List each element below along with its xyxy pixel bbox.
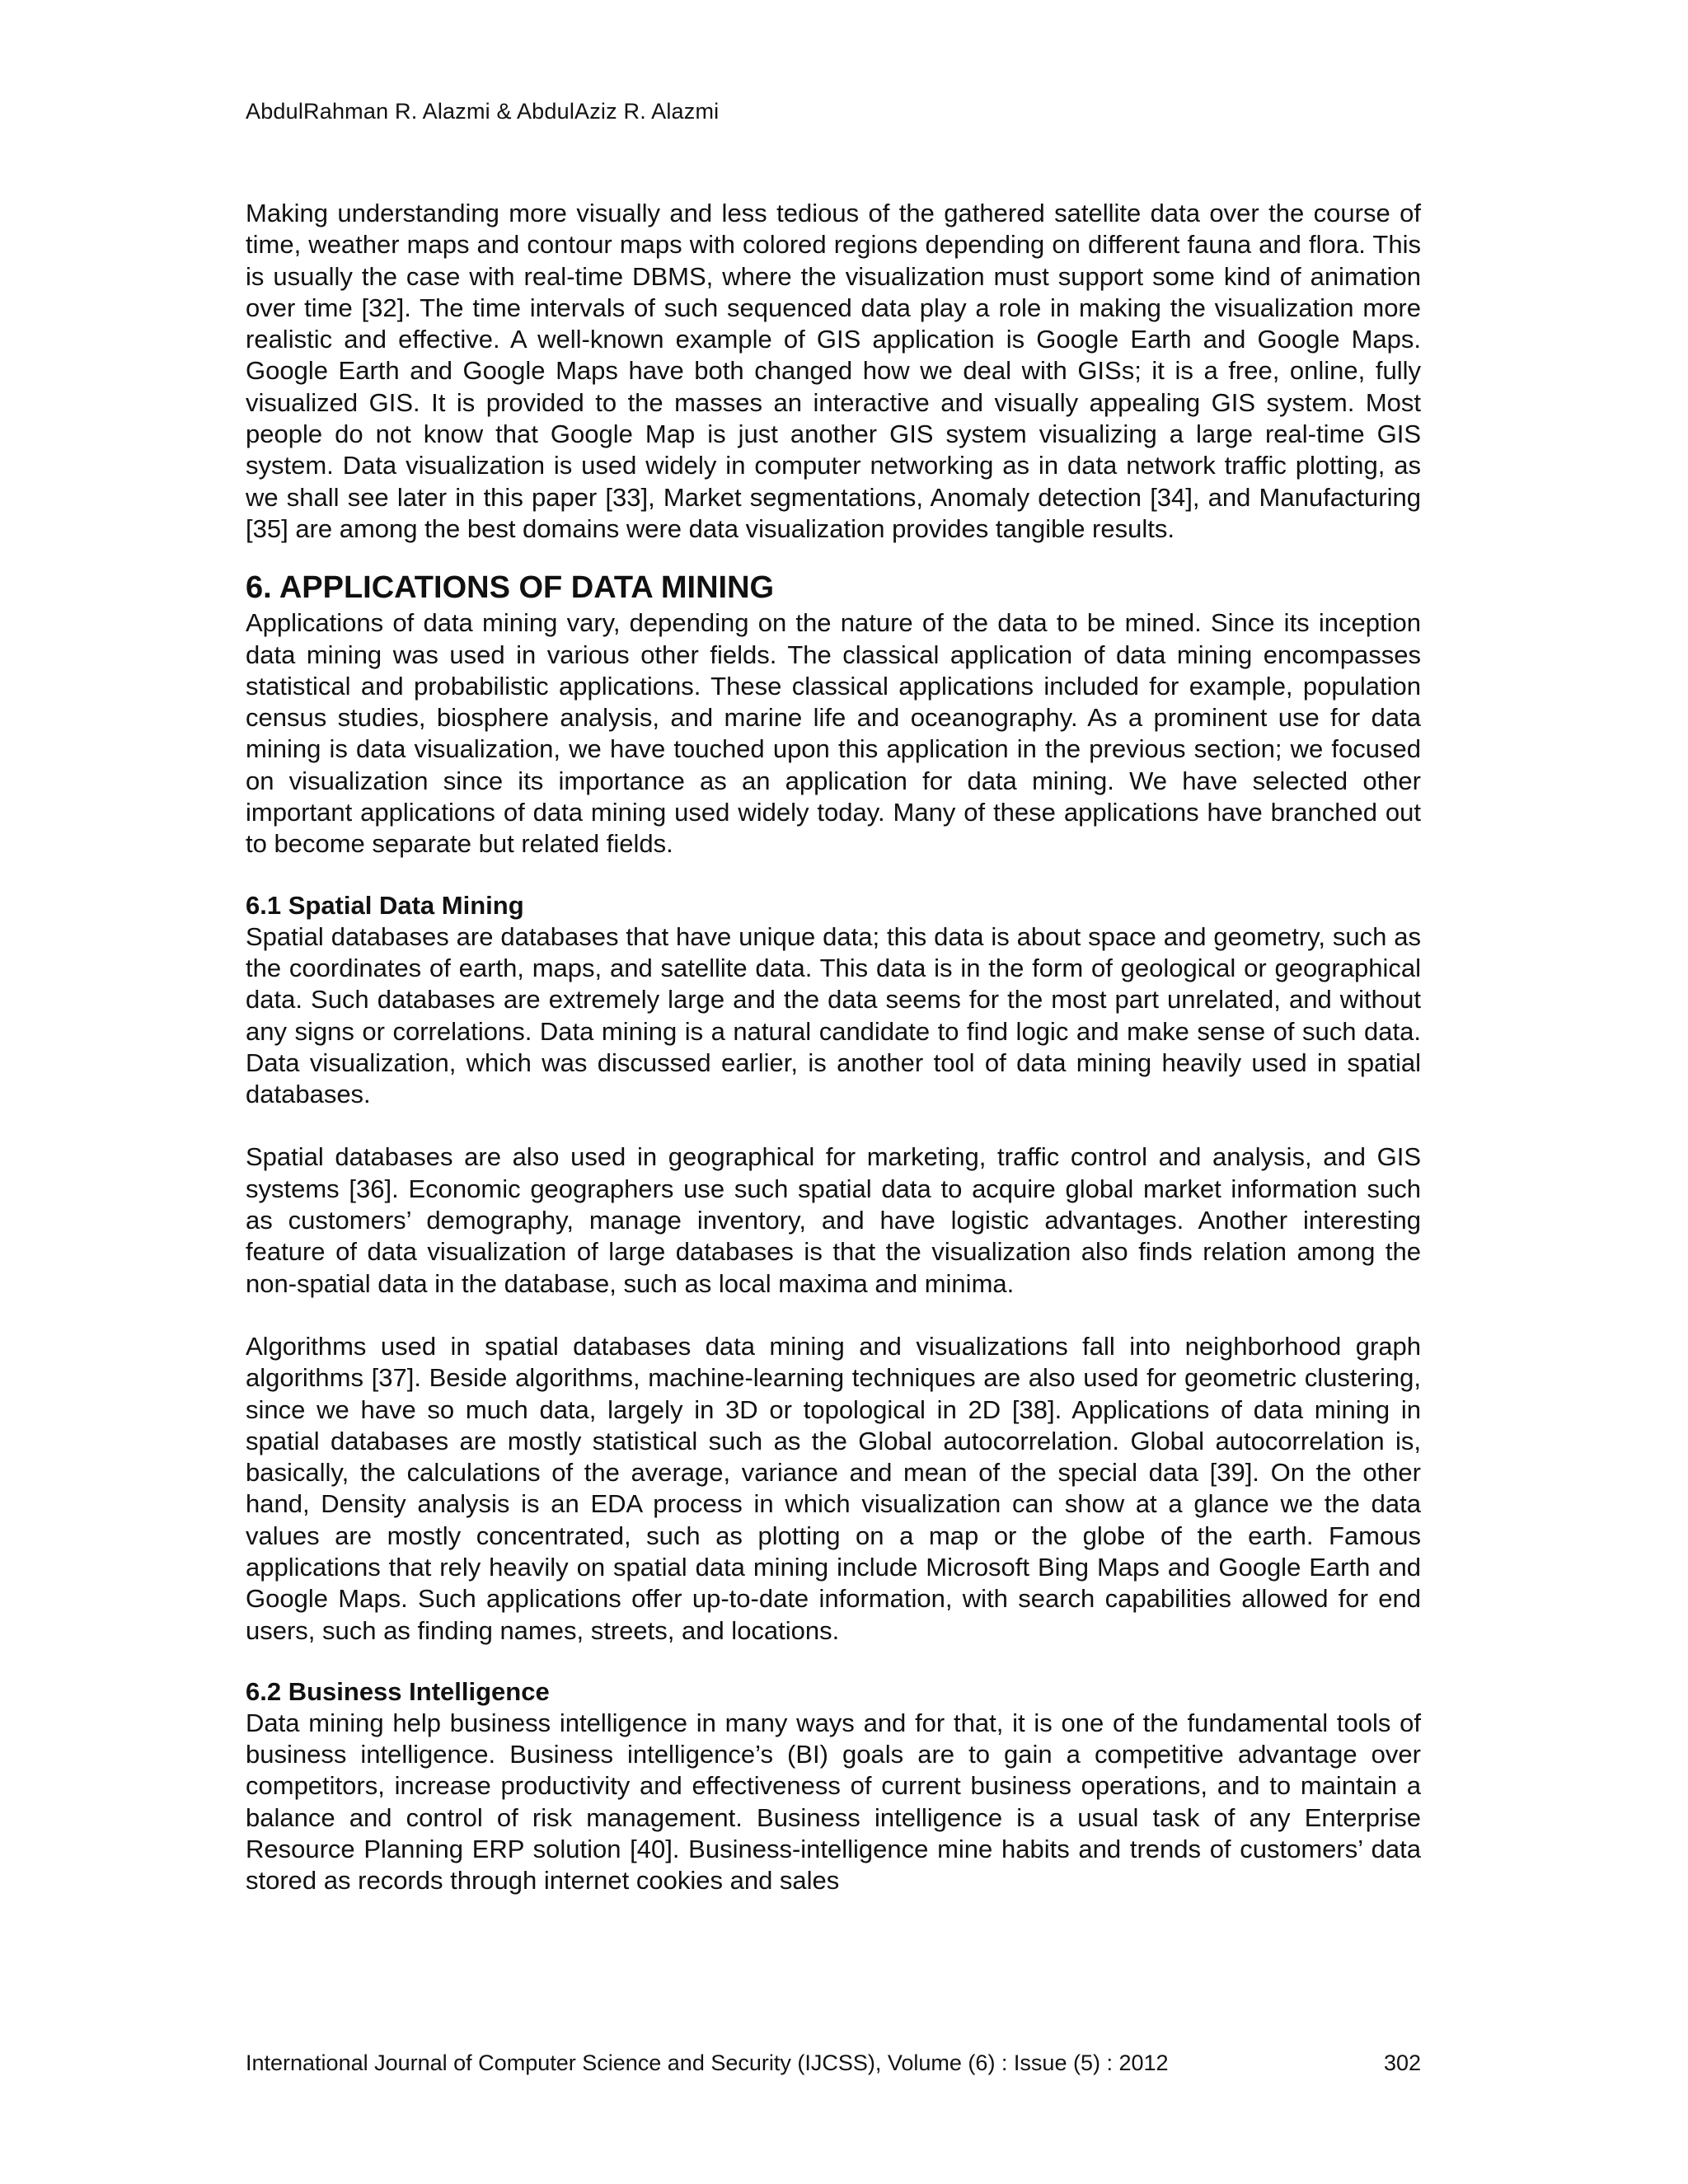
- section-6-2-paragraph: Data mining help business intelligence in many ways and for that, it is one of the fundamental tools of business intelligence. Business intelligence’s (BI) goals are to gain a competitive advantage over competitors, increase productivity and effectiveness of current business operations, and to maintain a balance and control of risk management. Business intelligence is a usual task of any Enterprise Resource Planning ERP solution [40]. Business-intelligence mine habits and trends of customers’ data stored as records through internet cookies and sales: [246, 1708, 1421, 1896]
- section-6-heading: 6. APPLICATIONS OF DATA MINING: [246, 570, 775, 606]
- intro-paragraph: Making understanding more visually and less tedious of the gathered satellite data over the course of time, weather maps and contour maps with colored regions depending on different fauna and flora. This is usually the case with real-time DBMS, where the visualization must support some kind of animation over time [32]. The time intervals of such sequenced data play a role in making the visualization more realistic and effective. A well-known example of GIS application is Google Earth and Google Maps. Google Earth and Google Maps have both changed how we deal with GISs; it is a free, online, fully visualized GIS. It is provided to the masses an interactive and visually appealing GIS system. Most people do not know that Google Map is just another GIS system visualizing a large real-time GIS system. Data visualization is used widely in computer networking as in data network traffic plotting, as we shall see later in this paper [33], Market segmentations, Anomaly detection [34], and Manufacturing [35] are among the best domains were data visualization provides tangible results.: [246, 199, 1421, 543]
- footer-journal-citation: International Journal of Computer Science and Security (IJCSS), Volume (6) : Issue (5) : 2012: [246, 2050, 1169, 2075]
- section-6-2-heading: 6.2 Business Intelligence: [246, 1676, 550, 1706]
- page-number: 302: [1383, 2050, 1421, 2075]
- section-6-1-paragraph-3: Algorithms used in spatial databases data mining and visualizations fall into neighborhood graph algorithms [37]. Beside algorithms, machine-learning techniques are also used for geometric clustering, since we have so much data, largely in 3D or topological in 2D [38]. Applications of data mining in spatial databases are mostly statistical such as the Global autocorrelation. Global autocorrelation is, basically, the calculations of the average, variance and mean of the special data [39]. On the other hand, Density analysis is an EDA process in which visualization can show at a glance we the data values are mostly concentrated, such as plotting on a map or the globe of the earth. Famous applications that rely heavily on spatial data mining include Microsoft Bing Maps and Google Earth and Google Maps. Such applications offer up-to-date information, with search capabilities allowed for end users, such as finding names, streets, and locations.: [246, 1331, 1421, 1645]
- section-6-1-heading: 6.1 Spatial Data Mining: [246, 890, 524, 920]
- running-header-authors: AbdulRahman R. Alazmi & AbdulAziz R. Alazmi: [246, 99, 720, 124]
- section-6-1-paragraph-2: Spatial databases are also used in geographical for marketing, traffic control and analysis, and GIS systems [36]. Economic geographers use such spatial data to acquire global market information such as customers’ demography, manage inventory, and have logistic advantages. Another interesting feature of data visualization of large databases is that the visualization also finds relation among the non-spatial data in the database, such as local maxima and minima.: [246, 1142, 1421, 1298]
- page-body: [246, 198, 1421, 1897]
- section-6-1-paragraph-1: Spatial databases are databases that have unique data; this data is about space and geometry, such as the coordinates of earth, maps, and satellite data. This data is in the form of geological or geographical data. Such databases are extremely large and the data seems for the most part unrelated, and without any signs or correlations. Data mining is a natural candidate to find logic and make sense of such data. Data visualization, which was discussed earlier, is another tool of data mining heavily used in spatial databases.: [246, 921, 1421, 1109]
- section-6-paragraph: Applications of data mining vary, depending on the nature of the data to be mined. Since its inception data mining was used in various other fields. The classical application of data mining encompasses statistical and probabilistic applications. These classical applications included for example, population census studies, biosphere analysis, and marine life and oceanography. As a prominent use for data mining is data visualization, we have touched upon this application in the previous section; we focused on visualization since its importance as an application for data mining. We have selected other important applications of data mining used widely today. Many of these applications have branched out to become separate but related fields.: [246, 608, 1421, 859]
